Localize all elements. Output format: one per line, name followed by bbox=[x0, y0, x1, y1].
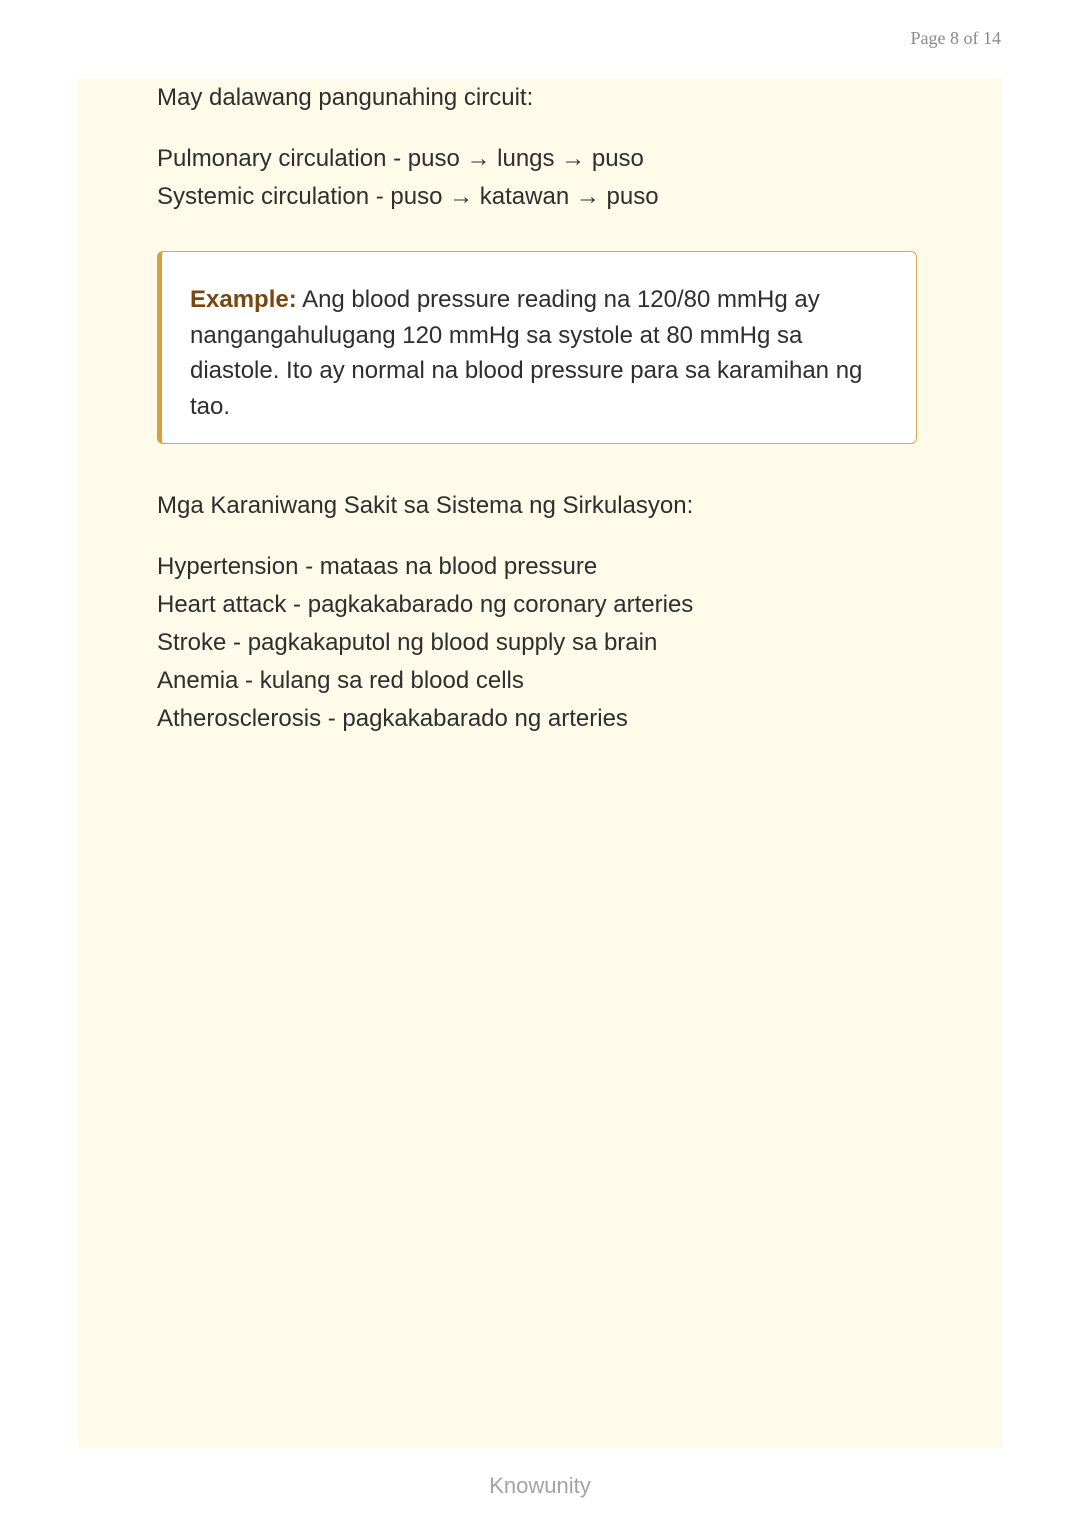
example-callout bbox=[157, 251, 917, 444]
disease-item-hypertension: Hypertension - mataas na blood pressure bbox=[157, 553, 598, 580]
footer-brand-logo: Knowunity bbox=[489, 1473, 591, 1498]
disease-item-stroke: Stroke - pagkakaputol ng blood supply sa brain bbox=[157, 629, 658, 656]
circuit-item-systemic: Systemic circulation - puso → katawan → puso bbox=[157, 183, 659, 210]
disease-item-anemia: Anemia - kulang sa red blood cells bbox=[157, 667, 524, 694]
circuits-heading: May dalawang pangunahing circuit: bbox=[157, 84, 534, 111]
example-text: Ang blood pressure reading na 120/80 mmHg ay nangangahulugang 120 mmHg sa systole at 80 mmHg sa diastole. Ito ay normal na blood pressure para sa karamihan ng tao. bbox=[190, 286, 863, 420]
example-body bbox=[190, 282, 888, 424]
diseases-heading: Mga Karaniwang Sakit sa Sistema ng Sirkulasyon: bbox=[157, 492, 694, 519]
example-label: Example: bbox=[190, 286, 297, 313]
disease-item-heart-attack: Heart attack - pagkakabarado ng coronary arteries bbox=[157, 591, 694, 618]
disease-item-atherosclerosis: Atherosclerosis - pagkakabarado ng arteries bbox=[157, 705, 628, 732]
circuit-item-pulmonary: Pulmonary circulation - puso → lungs → puso bbox=[157, 145, 644, 172]
content-card bbox=[78, 78, 1002, 1448]
page-number: Page 8 of 14 bbox=[910, 28, 1001, 48]
